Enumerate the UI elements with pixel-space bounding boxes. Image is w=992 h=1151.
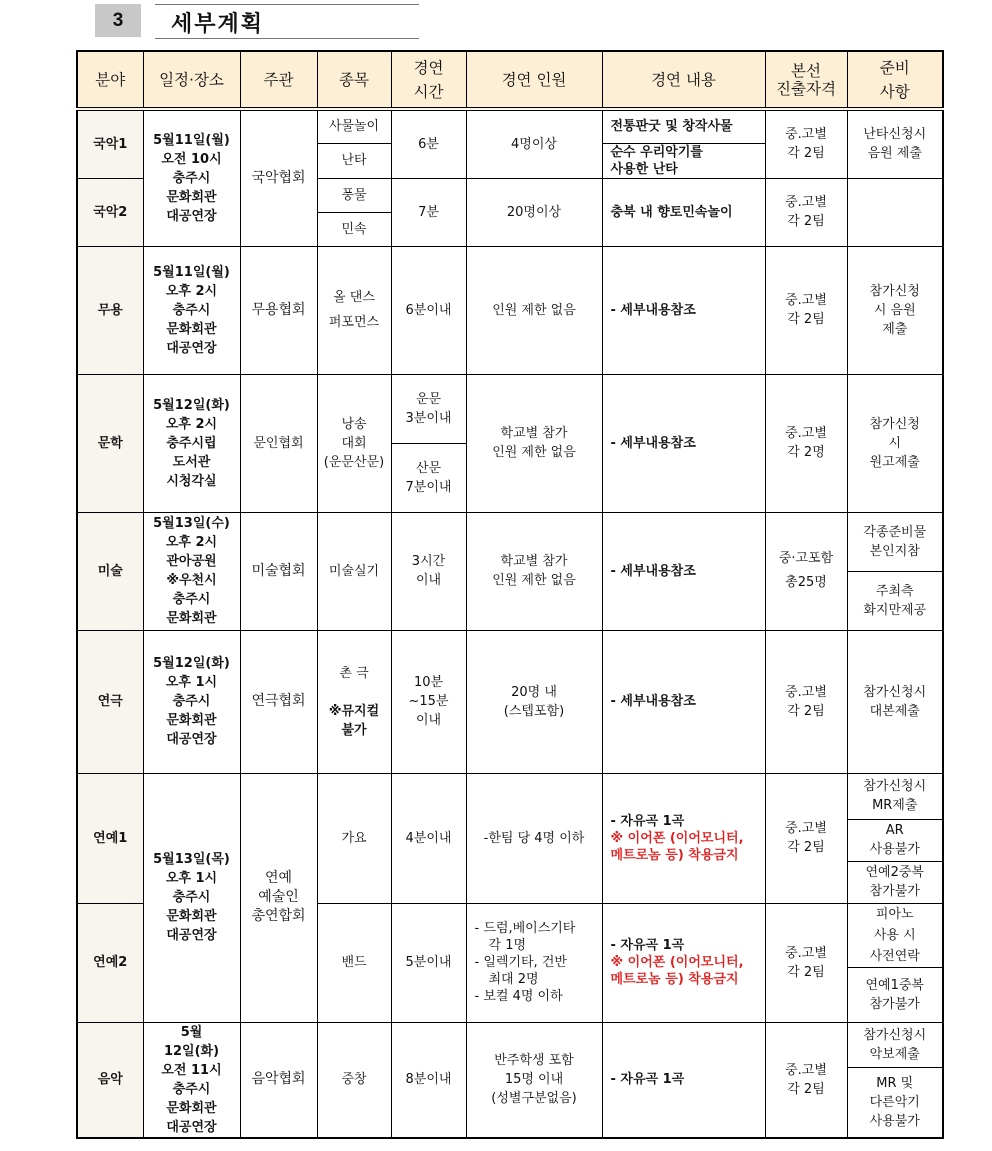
qual-dance: 중.고별 각 2팀 [765,246,847,374]
event-kayo: 가요 [317,773,391,903]
event-pungmul: 풍물 [317,178,391,212]
members-literature: 학교별 참가 인원 제한 없음 [466,374,602,512]
prep-band-1: 피아노 사용 시 사전연락 [847,903,943,967]
content-dance: - 세부내용참조 [602,246,765,374]
table-row [77,512,943,571]
members-gugak2: 20명이상 [466,178,602,246]
event-dance: 올 댄스 퍼포먼스 [317,246,391,374]
organizer-dance: 무용협회 [240,246,317,374]
table-row [77,630,943,773]
members-art: 학교별 참가 인원 제한 없음 [466,512,602,630]
schedule-literature: 5월12일(화) 오후 2시 충주시립 도서관 시청각실 [143,374,240,512]
warning-text: ※ 이어폰 (이어모니터, [610,955,744,970]
members-kayo: -한팀 당 4명 이하 [466,773,602,903]
members-band: - 드럼,베이스기타 각 1명 - 일렉기타, 건반 최대 2명 - 보컬 4명 이하 [466,903,602,1022]
members-music: 반주학생 포함 15명 이내 (성별구분없음) [466,1022,602,1138]
field-literature: 문학 [77,374,143,512]
time-verse: 운문 3분이내 [391,374,466,443]
organizer-gugak: 국악협회 [240,109,317,246]
event-minsok: 민속 [317,212,391,246]
table-row [77,374,943,443]
field-art: 미술 [77,512,143,630]
content-kayo: - 자유곡 1곡 ※ 이어폰 (이어모니터, 메트로놈 등) 착용금지 [602,773,765,903]
section-title: 세부계획 [171,12,265,37]
prep-music-1: 참가신청시 악보제출 [847,1022,943,1067]
section-title-box [155,4,419,39]
members-gugak1: 4명이상 [466,109,602,178]
event-theater: 촌 극 ※뮤지컬 불가 [317,630,391,773]
field-dance: 무용 [77,246,143,374]
field-music: 음악 [77,1022,143,1138]
time-dance: 6분이내 [391,246,466,374]
time-kayo: 4분이내 [391,773,466,903]
content-gugak1a: 전통판굿 및 창작사물 [602,109,765,143]
event-nanta: 난타 [317,143,391,178]
organizer-literature: 문인협회 [240,374,317,512]
prep-dance: 참가신청 시 음원 제출 [847,246,943,374]
qual-literature: 중.고별 각 2명 [765,374,847,512]
prep-kayo-1: 참가신청시 MR제출 [847,773,943,819]
qual-band: 중.고별 각 2팀 [765,903,847,1022]
table-row [77,1022,943,1067]
schedule-entertainment: 5월13일(목) 오후 1시 충주시 문화회관 대공연장 [143,773,240,1022]
content-literature: - 세부내용참조 [602,374,765,512]
organizer-entertainment: 연예 예술인 총연합회 [240,773,317,1022]
prep-music-2: MR 및 다른악기 사용불가 [847,1067,943,1137]
content-band: - 자유곡 1곡 ※ 이어폰 (이어모니터, 메트로놈 등) 착용금지 [602,903,765,1022]
field-gugak1: 국악1 [77,109,143,178]
organizer-art: 미술협회 [240,512,317,630]
qual-gugak1: 중.고별 각 2팀 [765,109,847,178]
header-members: 경연 인원 [466,51,602,109]
time-gugak2: 7분 [391,178,466,246]
content-music: - 자유곡 1곡 [602,1022,765,1138]
qual-theater: 중.고별 각 2팀 [765,630,847,773]
organizer-theater: 연극협회 [240,630,317,773]
qual-gugak2: 중.고별 각 2팀 [765,178,847,246]
field-entertainment2: 연예2 [77,903,143,1022]
schedule-gugak: 5월11일(월) 오전 10시 충주시 문화회관 대공연장 [143,109,240,246]
detail-plan-table [76,50,944,1139]
schedule-dance: 5월11일(월) 오후 2시 충주시 문화회관 대공연장 [143,246,240,374]
header-time: 경연 시간 [391,51,466,109]
time-prose: 산문 7분이내 [391,443,466,512]
members-dance: 인원 제한 없음 [466,246,602,374]
time-art: 3시간 이내 [391,512,466,630]
event-literature: 낭송 대회 (운문산문) [317,374,391,512]
field-theater: 연극 [77,630,143,773]
organizer-music: 음악협회 [240,1022,317,1138]
header-prep: 준비 사항 [847,51,943,109]
prep-kayo-3: 연예2중복 참가불가 [847,861,943,903]
table-row [77,109,943,143]
header-event: 종목 [317,51,391,109]
section-number: 3 [95,4,141,37]
prep-art-2: 주최측 화지만제공 [847,571,943,630]
warning-text: ※ 이어폰 (이어모니터, [610,830,744,846]
schedule-music: 5월 12일(화) 오전 11시 충주시 문화회관 대공연장 [143,1022,240,1138]
header-organizer: 주관 [240,51,317,109]
schedule-art: 5월13일(수) 오후 2시 관아공원 ※우천시 충주시 문화회관 [143,512,240,630]
content-art: - 세부내용참조 [602,512,765,630]
schedule-theater: 5월12일(화) 오후 1시 충주시 문화회관 대공연장 [143,630,240,773]
table-row [77,246,943,374]
prep-literature: 참가신청 시 원고제출 [847,374,943,512]
table-header-row [77,51,943,109]
event-samulnori: 사물놀이 [317,109,391,143]
prep-gugak2 [847,178,943,246]
content-theater: - 세부내용참조 [602,630,765,773]
event-art: 미술실기 [317,512,391,630]
prep-art-1: 각종준비물 본인지참 [847,512,943,571]
content-gugak2: 충북 내 향토민속놀이 [602,178,765,246]
members-theater: 20명 내 (스텝포함) [466,630,602,773]
header-field: 분야 [77,51,143,109]
header-content: 경연 내용 [602,51,765,109]
event-band: 밴드 [317,903,391,1022]
prep-theater: 참가신청시 대본제출 [847,630,943,773]
time-theater: 10분 ~15분 이내 [391,630,466,773]
time-gugak1: 6분 [391,109,466,178]
prep-band-2: 연예1중복 참가불가 [847,967,943,1022]
qual-kayo: 중.고별 각 2팀 [765,773,847,903]
time-band: 5분이내 [391,903,466,1022]
qual-art: 중·고포함 총25명 [765,512,847,630]
prep-gugak1: 난타신청시 음원 제출 [847,109,943,178]
prep-kayo-2: AR 사용불가 [847,819,943,861]
content-gugak1b: 순수 우리악기를 사용한 난타 [602,143,765,178]
header-qualification: 본선 진출자격 [765,51,847,109]
qual-music: 중.고별 각 2팀 [765,1022,847,1138]
event-music: 중창 [317,1022,391,1138]
table-row [77,773,943,819]
time-music: 8분이내 [391,1022,466,1138]
field-gugak2: 국악2 [77,178,143,246]
field-entertainment1: 연예1 [77,773,143,903]
header-schedule: 일정·장소 [143,51,240,109]
